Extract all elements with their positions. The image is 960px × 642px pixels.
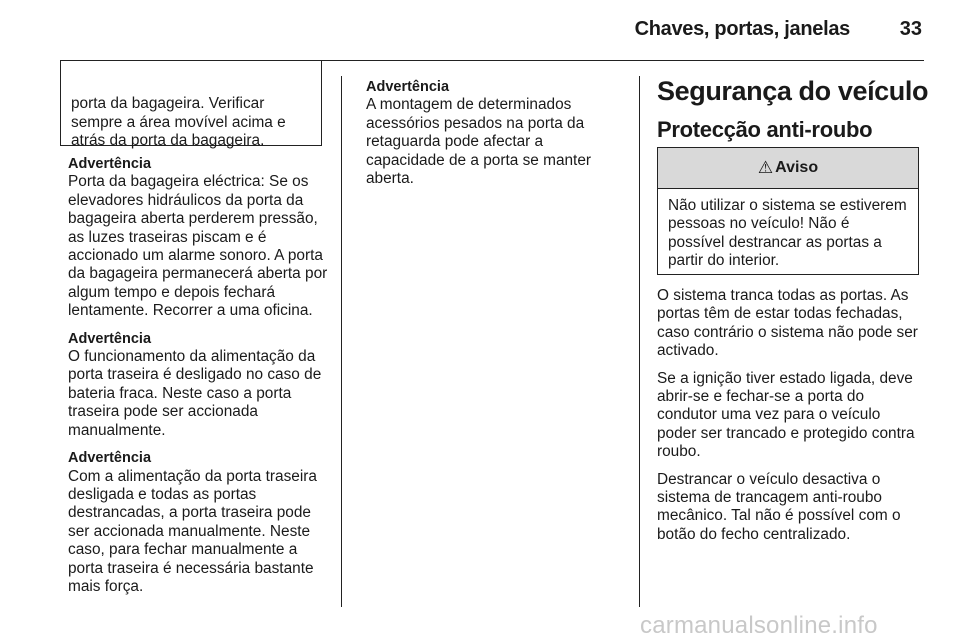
note-label: Advertência: [366, 79, 450, 95]
paragraph: O sistema tranca todas as portas. As portas têm de estar todas fechadas, caso contrário o sistema não pode ser activado.: [657, 287, 918, 360]
warning-triangle-icon: ⚠: [757, 158, 774, 177]
subsection-title: Protecção anti-roubo: [657, 117, 873, 142]
warning-text: Não utilizar o sistema se estiverem pessoas no veículo! Não é possível destrancar as portas a partir do interior.: [668, 197, 907, 270]
right-column-body: [657, 287, 923, 544]
continued-warning-box: [60, 60, 322, 150]
column-divider-left: [341, 76, 342, 607]
section-title: Segurança do veículo: [657, 76, 929, 106]
left-column: [68, 155, 328, 596]
note-text: Porta da bagageira eléctrica: Se os elevadores hidráulicos da porta da bagageira aberta perderem pressão, as luzes traseiras piscam e é accionado um alarme sonoro. A porta da bagageira permanecerá aberta por algum tempo e depois fechará lentamente. Recorrer a uma oficina.: [68, 173, 328, 320]
note-text: Com a alimentação da porta traseira desligada e todas as portas destrancadas, a porta traseira pode ser accionada manualmente. Neste caso, para fechar manualmente a porta traseira é necessária bastante mais força.: [68, 467, 317, 595]
note-label: Advertência: [68, 330, 152, 347]
watermark: carmanualsonline.info: [640, 612, 878, 639]
warning-header: [658, 148, 918, 189]
middle-column: [366, 78, 611, 188]
note-label: Advertência: [68, 450, 152, 467]
note-text: A montagem de determinados acessórios pesados na porta da retaguarda pode afectar a capacidade de a porta se manter aberta.: [366, 96, 592, 188]
paragraph: Destrancar o veículo desactiva o sistema de trancagem anti-roubo mecânico. Tal não é possível com o botão do fecho centralizado.: [657, 470, 901, 543]
warning-body: [658, 189, 918, 271]
paragraph: Se a ignição tiver estado ligada, deve abrir-se e fechar-se a porta do condutor uma vez para o veículo poder ser trancado e protegido contra roubo.: [657, 369, 915, 461]
continued-warning-text: porta da bagageira. Verificar sempre a área movível acima e atrás da porta da bagageira.: [71, 95, 286, 150]
chapter-title: Chaves, portas, janelas: [634, 18, 850, 40]
warning-label: Aviso: [775, 159, 819, 176]
warning-box: [657, 147, 919, 275]
column-divider-right: [639, 76, 640, 607]
page-number: 33: [899, 18, 922, 40]
note-label: Advertência: [68, 156, 152, 172]
note-text: O funcionamento da alimentação da porta traseira é desligado no caso de bateria fraca. Neste caso a porta traseira pode ser accionada manualmente.: [68, 348, 322, 439]
